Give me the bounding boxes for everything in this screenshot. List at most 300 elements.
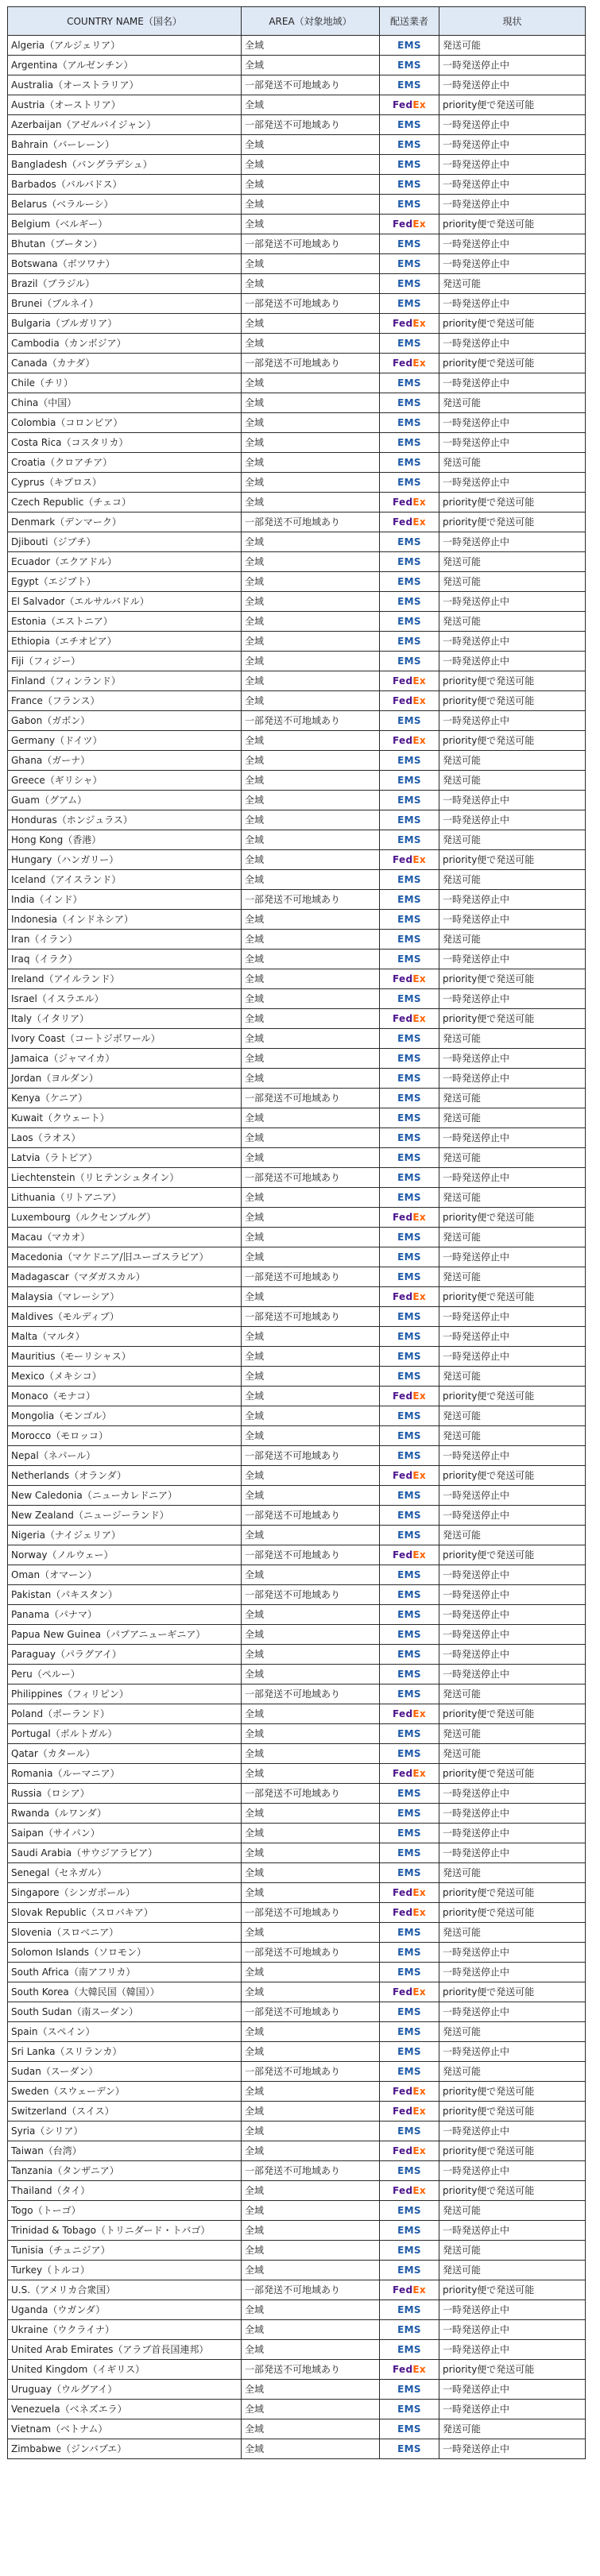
table-row xyxy=(8,1327,586,1347)
carrier-cell-ems: EMS xyxy=(380,254,439,274)
area-cell: 一部発送不可地域あり xyxy=(242,1684,380,1704)
table-row xyxy=(8,2141,586,2161)
carrier-cell-fedex: FedEx xyxy=(380,1287,439,1307)
table-row xyxy=(8,1963,586,1982)
table-row xyxy=(8,334,586,354)
country-cell: Spain（スペイン） xyxy=(8,2022,242,2042)
area-cell: 一部発送不可地域あり xyxy=(242,1267,380,1287)
country-cell: Hong Kong（香港） xyxy=(8,830,242,850)
carrier-cell-ems: EMS xyxy=(380,36,439,56)
area-cell: 一部発送不可地域あり xyxy=(242,512,380,532)
table-row xyxy=(8,1585,586,1605)
status-cell: 発送可能 xyxy=(439,1744,586,1764)
country-cell: Azerbaijan（アゼルバイジャン） xyxy=(8,115,242,135)
status-cell: priority便で発送可能 xyxy=(439,1287,586,1307)
status-cell: 一時発送停止中 xyxy=(439,135,586,155)
shipping-status-table xyxy=(7,6,586,2459)
status-cell: priority便で発送可能 xyxy=(439,2141,586,2161)
table-row xyxy=(8,2221,586,2241)
status-cell: 一時発送停止中 xyxy=(439,950,586,969)
status-cell: 発送可能 xyxy=(439,1863,586,1883)
country-cell: Togo（トーゴ） xyxy=(8,2201,242,2221)
table-row xyxy=(8,830,586,850)
carrier-cell-ems: EMS xyxy=(380,75,439,95)
country-cell: Fiji（フィジー） xyxy=(8,652,242,671)
status-cell: priority便で発送可能 xyxy=(439,2102,586,2122)
table-row xyxy=(8,1545,586,1565)
status-cell: 発送可能 xyxy=(439,1367,586,1387)
status-cell: 発送可能 xyxy=(439,1089,586,1108)
area-cell: 全域 xyxy=(242,1208,380,1228)
country-cell: Costa Rica（コスタリカ） xyxy=(8,433,242,453)
table-row xyxy=(8,254,586,274)
table-row xyxy=(8,2261,586,2280)
area-cell: 全域 xyxy=(242,1704,380,1724)
carrier-cell-ems: EMS xyxy=(380,473,439,493)
carrier-cell-fedex: FedEx xyxy=(380,2082,439,2102)
carrier-cell-fedex: FedEx xyxy=(380,1466,439,1486)
country-cell: Macedonia（マケドニア/旧ユーゴスラビア） xyxy=(8,1247,242,1267)
country-cell: New Caledonia（ニューカレドニア） xyxy=(8,1486,242,1506)
status-cell: 発送可能 xyxy=(439,751,586,771)
area-cell: 全域 xyxy=(242,572,380,592)
country-cell: Ghana（ガーナ） xyxy=(8,751,242,771)
header-country: COUNTRY NAME（国名） xyxy=(8,7,242,36)
country-cell: Ethiopia（エチオピア） xyxy=(8,632,242,652)
country-cell: Tanzania（タンザニア） xyxy=(8,2161,242,2181)
status-cell: 発送可能 xyxy=(439,2022,586,2042)
country-cell: Liechtenstein（リヒテンシュタイン） xyxy=(8,1168,242,1188)
carrier-cell-fedex: FedEx xyxy=(380,354,439,373)
country-cell: Djibouti（ジブチ） xyxy=(8,532,242,552)
table-row xyxy=(8,433,586,453)
table-row xyxy=(8,354,586,373)
area-cell: 全域 xyxy=(242,1327,380,1347)
carrier-cell-ems: EMS xyxy=(380,2400,439,2419)
country-cell: Egypt（エジプト） xyxy=(8,572,242,592)
table-row xyxy=(8,930,586,950)
country-cell: Uruguay（ウルグアイ） xyxy=(8,2380,242,2400)
status-cell: 発送可能 xyxy=(439,2261,586,2280)
table-row xyxy=(8,1148,586,1168)
country-cell: Germany（ドイツ） xyxy=(8,731,242,751)
table-row xyxy=(8,1009,586,1029)
carrier-cell-ems: EMS xyxy=(380,1148,439,1168)
area-cell: 全域 xyxy=(242,1863,380,1883)
table-row xyxy=(8,969,586,989)
area-cell: 全域 xyxy=(242,1466,380,1486)
table-row xyxy=(8,950,586,969)
country-cell: Paraguay（パラグアイ） xyxy=(8,1645,242,1665)
country-cell: Solomon Islands（ソロモン） xyxy=(8,1943,242,1963)
country-cell: Macau（マカオ） xyxy=(8,1228,242,1247)
country-cell: Poland（ポーランド） xyxy=(8,1704,242,1724)
table-row xyxy=(8,791,586,810)
country-cell: Venezuela（ベネズエラ） xyxy=(8,2400,242,2419)
area-cell: 一部発送不可地域あり xyxy=(242,2002,380,2022)
table-row xyxy=(8,1466,586,1486)
area-cell: 全域 xyxy=(242,453,380,473)
table-row xyxy=(8,373,586,393)
country-cell: Slovenia（スロベニア） xyxy=(8,1923,242,1943)
area-cell: 全域 xyxy=(242,2022,380,2042)
area-cell: 全域 xyxy=(242,950,380,969)
carrier-cell-fedex: FedEx xyxy=(380,969,439,989)
area-cell: 全域 xyxy=(242,1148,380,1168)
country-cell: Nigeria（ナイジェリア） xyxy=(8,1526,242,1545)
status-cell: 一時発送停止中 xyxy=(439,334,586,354)
country-cell: Luxembourg（ルクセンブルグ） xyxy=(8,1208,242,1228)
header-area: AREA（対象地域） xyxy=(242,7,380,36)
carrier-cell-fedex: FedEx xyxy=(380,1208,439,1228)
carrier-cell-ems: EMS xyxy=(380,413,439,433)
area-cell: 全域 xyxy=(242,2300,380,2320)
carrier-cell-fedex: FedEx xyxy=(380,1387,439,1406)
area-cell: 全域 xyxy=(242,731,380,751)
country-cell: Australia（オーストラリア） xyxy=(8,75,242,95)
area-cell: 一部発送不可地域あり xyxy=(242,1506,380,1526)
country-cell: Estonia（エストニア） xyxy=(8,612,242,632)
table-row xyxy=(8,1506,586,1526)
area-cell: 全域 xyxy=(242,433,380,453)
area-cell: 全域 xyxy=(242,592,380,612)
status-cell: 発送可能 xyxy=(439,1526,586,1545)
country-cell: South Sudan（南スーダン） xyxy=(8,2002,242,2022)
status-cell: 一時発送停止中 xyxy=(439,1963,586,1982)
table-row xyxy=(8,2201,586,2221)
country-cell: Laos（ラオス） xyxy=(8,1128,242,1148)
table-row xyxy=(8,1645,586,1665)
table-row xyxy=(8,2340,586,2360)
carrier-cell-ems: EMS xyxy=(380,393,439,413)
table-row xyxy=(8,592,586,612)
status-cell: 一時発送停止中 xyxy=(439,234,586,254)
area-cell: 全域 xyxy=(242,36,380,56)
area-cell: 全域 xyxy=(242,632,380,652)
area-cell: 全域 xyxy=(242,671,380,691)
table-row xyxy=(8,1704,586,1724)
table-row xyxy=(8,294,586,314)
area-cell: 全域 xyxy=(242,1804,380,1824)
carrier-cell-ems: EMS xyxy=(380,989,439,1009)
area-cell: 全域 xyxy=(242,1108,380,1128)
table-row xyxy=(8,1049,586,1069)
carrier-cell-fedex: FedEx xyxy=(380,2181,439,2201)
table-row xyxy=(8,751,586,771)
table-row xyxy=(8,413,586,433)
carrier-cell-ems: EMS xyxy=(380,1089,439,1108)
status-cell: 発送可能 xyxy=(439,1148,586,1168)
status-cell: priority便で発送可能 xyxy=(439,850,586,870)
status-cell: 一時発送停止中 xyxy=(439,652,586,671)
country-cell: Cambodia（カンボジア） xyxy=(8,334,242,354)
area-cell: 全域 xyxy=(242,2320,380,2340)
country-cell: Russia（ロシア） xyxy=(8,1784,242,1804)
table-row xyxy=(8,1605,586,1625)
status-cell: 一時発送停止中 xyxy=(439,1347,586,1367)
country-cell: Senegal（セネガル） xyxy=(8,1863,242,1883)
table-row xyxy=(8,2300,586,2320)
table-row xyxy=(8,314,586,334)
carrier-cell-ems: EMS xyxy=(380,1824,439,1843)
carrier-cell-ems: EMS xyxy=(380,1625,439,1645)
table-row xyxy=(8,195,586,215)
carrier-cell-ems: EMS xyxy=(380,1923,439,1943)
status-cell: 発送可能 xyxy=(439,36,586,56)
area-cell: 全域 xyxy=(242,2400,380,2419)
area-cell: 全域 xyxy=(242,2340,380,2360)
area-cell: 全域 xyxy=(242,1883,380,1903)
status-cell: priority便で発送可能 xyxy=(439,691,586,711)
carrier-cell-ems: EMS xyxy=(380,274,439,294)
carrier-cell-ems: EMS xyxy=(380,1744,439,1764)
table-row xyxy=(8,1108,586,1128)
country-cell: Mexico（メキシコ） xyxy=(8,1367,242,1387)
table-row xyxy=(8,1406,586,1426)
country-cell: Ivory Coast（コートジボワール） xyxy=(8,1029,242,1049)
table-row xyxy=(8,671,586,691)
table-row xyxy=(8,2380,586,2400)
area-cell: 全域 xyxy=(242,1625,380,1645)
table-row xyxy=(8,1029,586,1049)
country-cell: Portugal（ポルトガル） xyxy=(8,1724,242,1744)
area-cell: 全域 xyxy=(242,1406,380,1426)
area-cell: 全域 xyxy=(242,1744,380,1764)
country-cell: Indonesia（インドネシア） xyxy=(8,910,242,930)
status-cell: 発送可能 xyxy=(439,612,586,632)
status-cell: priority便で発送可能 xyxy=(439,215,586,234)
carrier-cell-ems: EMS xyxy=(380,294,439,314)
table-row xyxy=(8,910,586,930)
carrier-cell-fedex: FedEx xyxy=(380,2280,439,2300)
carrier-cell-ems: EMS xyxy=(380,1565,439,1585)
status-cell: priority便で発送可能 xyxy=(439,1387,586,1406)
carrier-cell-ems: EMS xyxy=(380,1804,439,1824)
country-cell: Romania（ルーマニア） xyxy=(8,1764,242,1784)
area-cell: 全域 xyxy=(242,393,380,413)
country-cell: India（インド） xyxy=(8,890,242,910)
status-cell: 一時発送停止中 xyxy=(439,890,586,910)
country-cell: Kuwait（クウェート） xyxy=(8,1108,242,1128)
area-cell: 全域 xyxy=(242,373,380,393)
table-row xyxy=(8,2082,586,2102)
status-cell: 一時発送停止中 xyxy=(439,1446,586,1466)
header-carrier: 配送業者 xyxy=(380,7,439,36)
status-cell: 一時発送停止中 xyxy=(439,254,586,274)
table-row xyxy=(8,2002,586,2022)
table-row xyxy=(8,572,586,592)
carrier-cell-fedex: FedEx xyxy=(380,95,439,115)
area-cell: 一部発送不可地域あり xyxy=(242,115,380,135)
carrier-cell-ems: EMS xyxy=(380,1426,439,1446)
carrier-cell-ems: EMS xyxy=(380,1267,439,1287)
country-cell: Maldives（モルディブ） xyxy=(8,1307,242,1327)
status-cell: priority便で発送可能 xyxy=(439,731,586,751)
area-cell: 全域 xyxy=(242,1724,380,1744)
table-row xyxy=(8,2400,586,2419)
status-cell: 一時発送停止中 xyxy=(439,413,586,433)
area-cell: 一部発送不可地域あり xyxy=(242,1307,380,1327)
carrier-cell-ems: EMS xyxy=(380,373,439,393)
carrier-cell-ems: EMS xyxy=(380,1307,439,1327)
status-cell: 発送可能 xyxy=(439,572,586,592)
area-cell: 全域 xyxy=(242,2419,380,2439)
status-cell: 一時発送停止中 xyxy=(439,592,586,612)
table-row xyxy=(8,870,586,890)
carrier-cell-ems: EMS xyxy=(380,870,439,890)
status-cell: 一時発送停止中 xyxy=(439,1506,586,1526)
carrier-cell-ems: EMS xyxy=(380,1228,439,1247)
area-cell: 一部発送不可地域あり xyxy=(242,2360,380,2380)
carrier-cell-ems: EMS xyxy=(380,453,439,473)
area-cell: 全域 xyxy=(242,850,380,870)
area-cell: 全域 xyxy=(242,1049,380,1069)
carrier-cell-fedex: FedEx xyxy=(380,1982,439,2002)
shipping-table-container xyxy=(7,6,585,2459)
status-cell: 発送可能 xyxy=(439,2419,586,2439)
table-row xyxy=(8,1267,586,1287)
area-cell: 全域 xyxy=(242,910,380,930)
area-cell: 一部発送不可地域あり xyxy=(242,1168,380,1188)
carrier-cell-ems: EMS xyxy=(380,1367,439,1387)
area-cell: 全域 xyxy=(242,830,380,850)
table-row xyxy=(8,215,586,234)
carrier-cell-ems: EMS xyxy=(380,532,439,552)
carrier-cell-fedex: FedEx xyxy=(380,691,439,711)
country-cell: Norway（ノルウェー） xyxy=(8,1545,242,1565)
status-cell: 一時発送停止中 xyxy=(439,75,586,95)
carrier-cell-ems: EMS xyxy=(380,1863,439,1883)
country-cell: Jordan（ヨルダン） xyxy=(8,1069,242,1089)
carrier-cell-ems: EMS xyxy=(380,1943,439,1963)
area-cell: 全域 xyxy=(242,552,380,572)
country-cell: Sweden（スウェーデン） xyxy=(8,2082,242,2102)
status-cell: 一時発送停止中 xyxy=(439,1605,586,1625)
table-row xyxy=(8,1287,586,1307)
country-cell: Botswana（ボツワナ） xyxy=(8,254,242,274)
area-cell: 全域 xyxy=(242,969,380,989)
status-cell: 発送可能 xyxy=(439,393,586,413)
area-cell: 一部発送不可地域あり xyxy=(242,1545,380,1565)
carrier-cell-ems: EMS xyxy=(380,234,439,254)
status-cell: 一時発送停止中 xyxy=(439,294,586,314)
status-cell: priority便で発送可能 xyxy=(439,95,586,115)
area-cell: 全域 xyxy=(242,334,380,354)
status-cell: 一時発送停止中 xyxy=(439,1625,586,1645)
country-cell: Bahrain（バーレーン） xyxy=(8,135,242,155)
table-row xyxy=(8,2320,586,2340)
carrier-cell-ems: EMS xyxy=(380,711,439,731)
carrier-cell-fedex: FedEx xyxy=(380,850,439,870)
carrier-cell-fedex: FedEx xyxy=(380,1545,439,1565)
status-cell: 一時発送停止中 xyxy=(439,1069,586,1089)
status-cell: 一時発送停止中 xyxy=(439,1247,586,1267)
header-status: 現状 xyxy=(439,7,586,36)
country-cell: Morocco（モロッコ） xyxy=(8,1426,242,1446)
area-cell: 全域 xyxy=(242,810,380,830)
area-cell: 全域 xyxy=(242,1347,380,1367)
table-row xyxy=(8,1744,586,1764)
table-row xyxy=(8,1724,586,1744)
carrier-cell-ems: EMS xyxy=(380,1029,439,1049)
status-cell: 一時発送停止中 xyxy=(439,2380,586,2400)
carrier-cell-ems: EMS xyxy=(380,1128,439,1148)
area-cell: 全域 xyxy=(242,1824,380,1843)
country-cell: Chile（チリ） xyxy=(8,373,242,393)
table-row xyxy=(8,1486,586,1506)
country-cell: Singapore（シンガポール） xyxy=(8,1883,242,1903)
country-cell: Sudan（スーダン） xyxy=(8,2062,242,2082)
area-cell: 全域 xyxy=(242,2181,380,2201)
table-row xyxy=(8,552,586,572)
area-cell: 一部発送不可地域あり xyxy=(242,1903,380,1923)
table-row xyxy=(8,1188,586,1208)
table-row xyxy=(8,1982,586,2002)
table-row xyxy=(8,1883,586,1903)
status-cell: 一時発送停止中 xyxy=(439,1307,586,1327)
status-cell: 一時発送停止中 xyxy=(439,2042,586,2062)
carrier-cell-ems: EMS xyxy=(380,135,439,155)
area-cell: 全域 xyxy=(242,751,380,771)
carrier-cell-ems: EMS xyxy=(380,1784,439,1804)
area-cell: 一部発送不可地域あり xyxy=(242,711,380,731)
table-row xyxy=(8,2360,586,2380)
status-cell: 一時発送停止中 xyxy=(439,1804,586,1824)
status-cell: 発送可能 xyxy=(439,274,586,294)
table-row xyxy=(8,2280,586,2300)
area-cell: 全域 xyxy=(242,1764,380,1784)
carrier-cell-ems: EMS xyxy=(380,2161,439,2181)
country-cell: Malaysia（マレーシア） xyxy=(8,1287,242,1307)
status-cell: priority便で発送可能 xyxy=(439,2280,586,2300)
country-cell: Austria（オーストリア） xyxy=(8,95,242,115)
country-cell: Vietnam（ベトナム） xyxy=(8,2419,242,2439)
status-cell: priority便で発送可能 xyxy=(439,354,586,373)
area-cell: 全域 xyxy=(242,1486,380,1506)
area-cell: 全域 xyxy=(242,930,380,950)
table-row xyxy=(8,2022,586,2042)
country-cell: Croatia（クロアチア） xyxy=(8,453,242,473)
carrier-cell-ems: EMS xyxy=(380,2022,439,2042)
carrier-cell-ems: EMS xyxy=(380,1406,439,1426)
country-cell: Bulgaria（ブルガリア） xyxy=(8,314,242,334)
area-cell: 全域 xyxy=(242,2201,380,2221)
country-cell: Philippines（フィリピン） xyxy=(8,1684,242,1704)
table-row xyxy=(8,1168,586,1188)
area-cell: 一部発送不可地域あり xyxy=(242,1943,380,1963)
country-cell: Algeria（アルジェリア） xyxy=(8,36,242,56)
carrier-cell-ems: EMS xyxy=(380,890,439,910)
status-cell: 一時発送停止中 xyxy=(439,2122,586,2141)
table-row xyxy=(8,612,586,632)
carrier-cell-ems: EMS xyxy=(380,334,439,354)
country-cell: Madagascar（マダガスカル） xyxy=(8,1267,242,1287)
table-row xyxy=(8,771,586,791)
carrier-cell-fedex: FedEx xyxy=(380,1764,439,1784)
country-cell: Finland（フィンランド） xyxy=(8,671,242,691)
table-body xyxy=(8,36,586,2459)
carrier-cell-ems: EMS xyxy=(380,1049,439,1069)
country-cell: Barbados（バルバドス） xyxy=(8,175,242,195)
carrier-cell-ems: EMS xyxy=(380,751,439,771)
carrier-cell-fedex: FedEx xyxy=(380,1704,439,1724)
area-cell: 全域 xyxy=(242,135,380,155)
country-cell: Ireland（アイルランド） xyxy=(8,969,242,989)
carrier-cell-ems: EMS xyxy=(380,1665,439,1684)
status-cell: 発送可能 xyxy=(439,771,586,791)
area-cell: 全域 xyxy=(242,2261,380,2280)
status-cell: 発送可能 xyxy=(439,1108,586,1128)
